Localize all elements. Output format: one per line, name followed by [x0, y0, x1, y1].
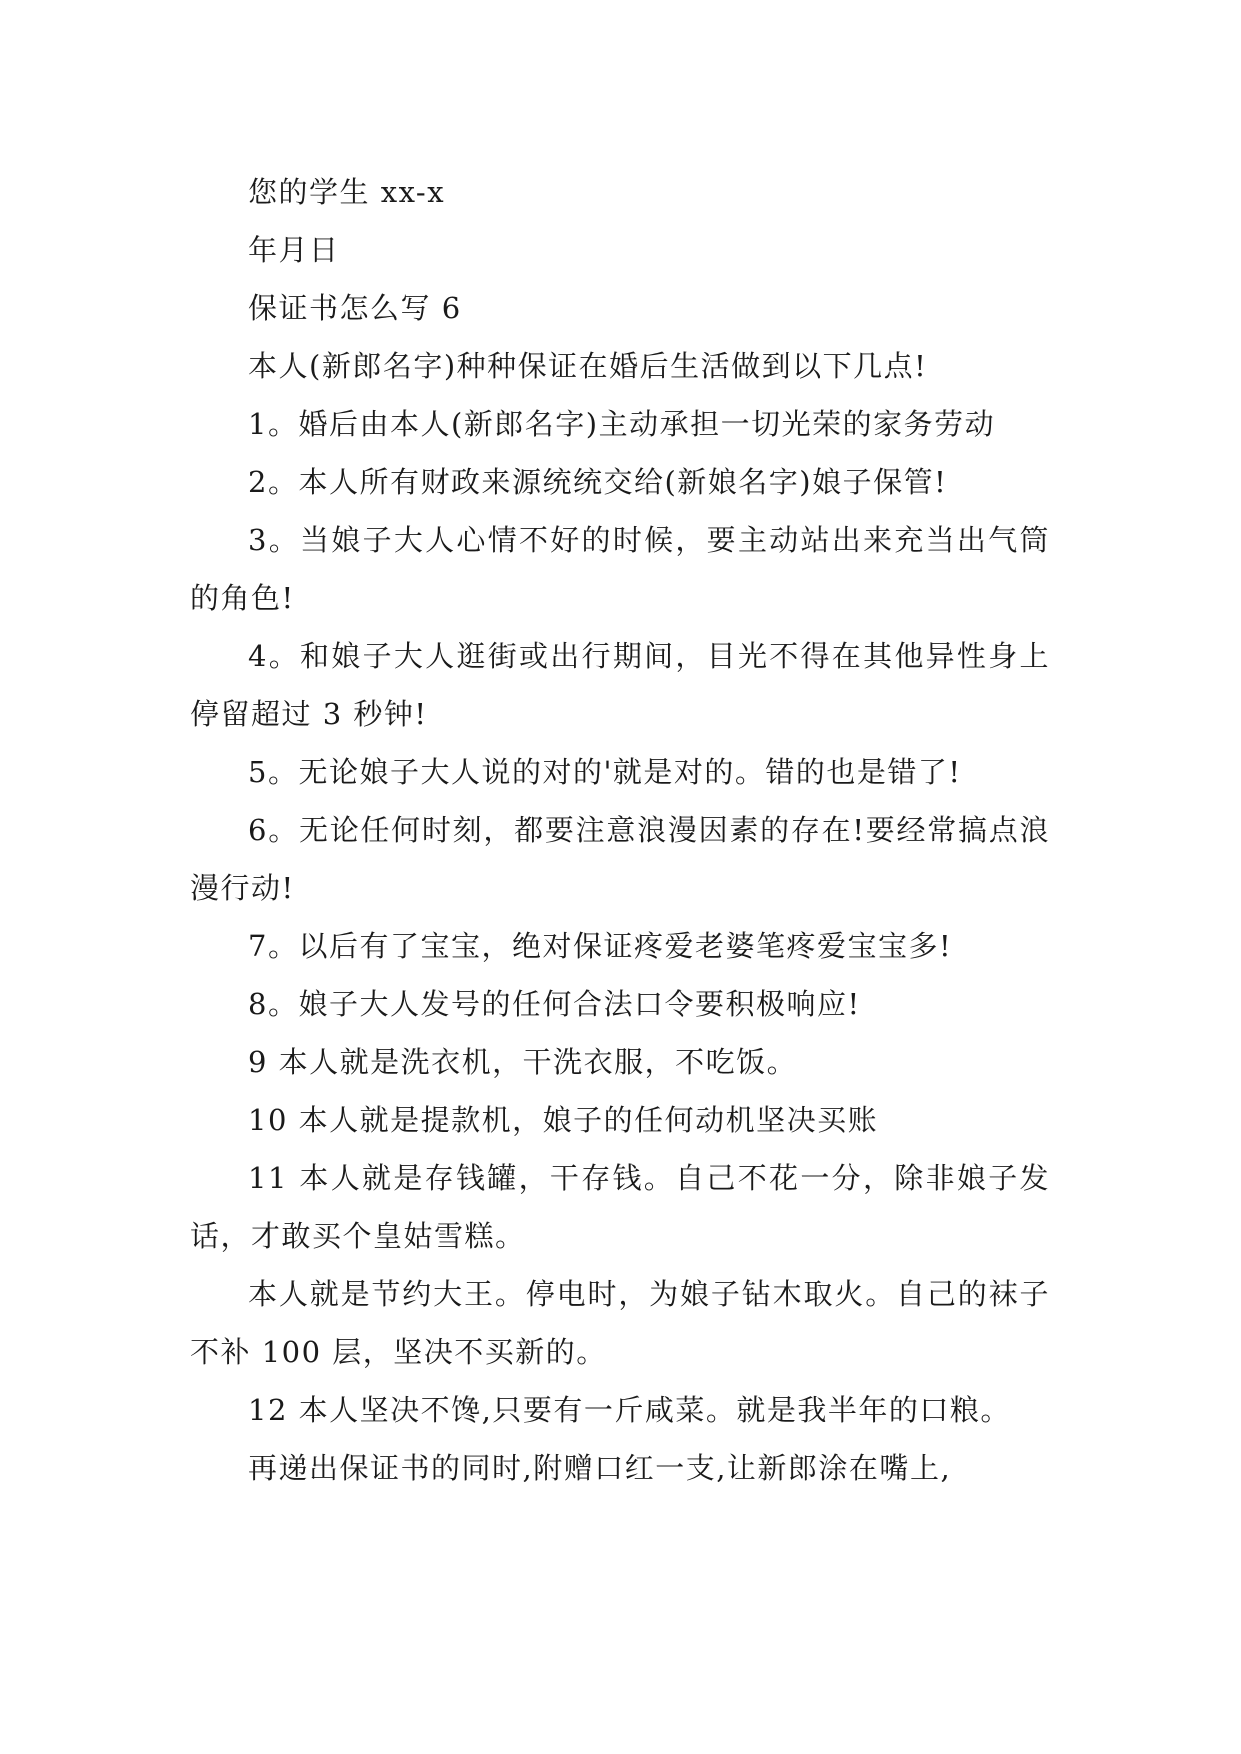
closing-paragraph: 再递出保证书的同时,附赠口红一支,让新郎涂在嘴上,: [248, 1451, 952, 1485]
list-item-6: 6。无论任何时刻，都要注意浪漫因素的存在!要经常搞点浪漫行动!: [190, 813, 1050, 905]
date-line: 年月日: [248, 233, 340, 267]
list-item-3: 3。当娘子大人心情不好的时候，要主动站出来充当出气筒的角色!: [190, 523, 1050, 615]
list-item-10: 10 本人就是提款机，娘子的任何动机坚决买账: [248, 1103, 879, 1137]
list-item-11: 11 本人就是存钱罐，干存钱。自己不花一分，除非娘子发话，才敢买个皇姑雪糕。: [190, 1161, 1050, 1253]
list-item-9: 9 本人就是洗衣机，干洗衣服，不吃饭。: [248, 1045, 798, 1079]
section-heading: 保证书怎么写 6: [248, 291, 462, 325]
list-item-4: 4。和娘子大人逛街或出行期间，目光不得在其他异性身上停留超过 3 秒钟!: [190, 639, 1050, 731]
list-item-5: 5。无论娘子大人说的对的'就是对的。错的也是错了!: [248, 755, 962, 789]
signature-line: 您的学生 xx-x: [248, 175, 446, 209]
intro-paragraph: 本人(新郎名字)种种保证在婚后生活做到以下几点!: [248, 349, 928, 383]
body-paragraph: 本人就是节约大王。停电时，为娘子钻木取火。自己的袜子不补 100 层，坚决不买新的。: [190, 1277, 1050, 1369]
list-item-8: 8。娘子大人发号的任何合法口令要积极响应!: [248, 987, 861, 1021]
list-item-12: 12 本人坚决不馋,只要有一斤咸菜。就是我半年的口粮。: [248, 1393, 1011, 1427]
list-item-2: 2。本人所有财政来源统统交给(新娘名字)娘子保管!: [248, 465, 948, 499]
list-item-7: 7。以后有了宝宝，绝对保证疼爱老婆笔疼爱宝宝多!: [248, 929, 953, 963]
document-body: [190, 163, 1050, 1497]
list-item-1: 1。婚后由本人(新郎名字)主动承担一切光荣的家务劳动: [248, 407, 996, 441]
